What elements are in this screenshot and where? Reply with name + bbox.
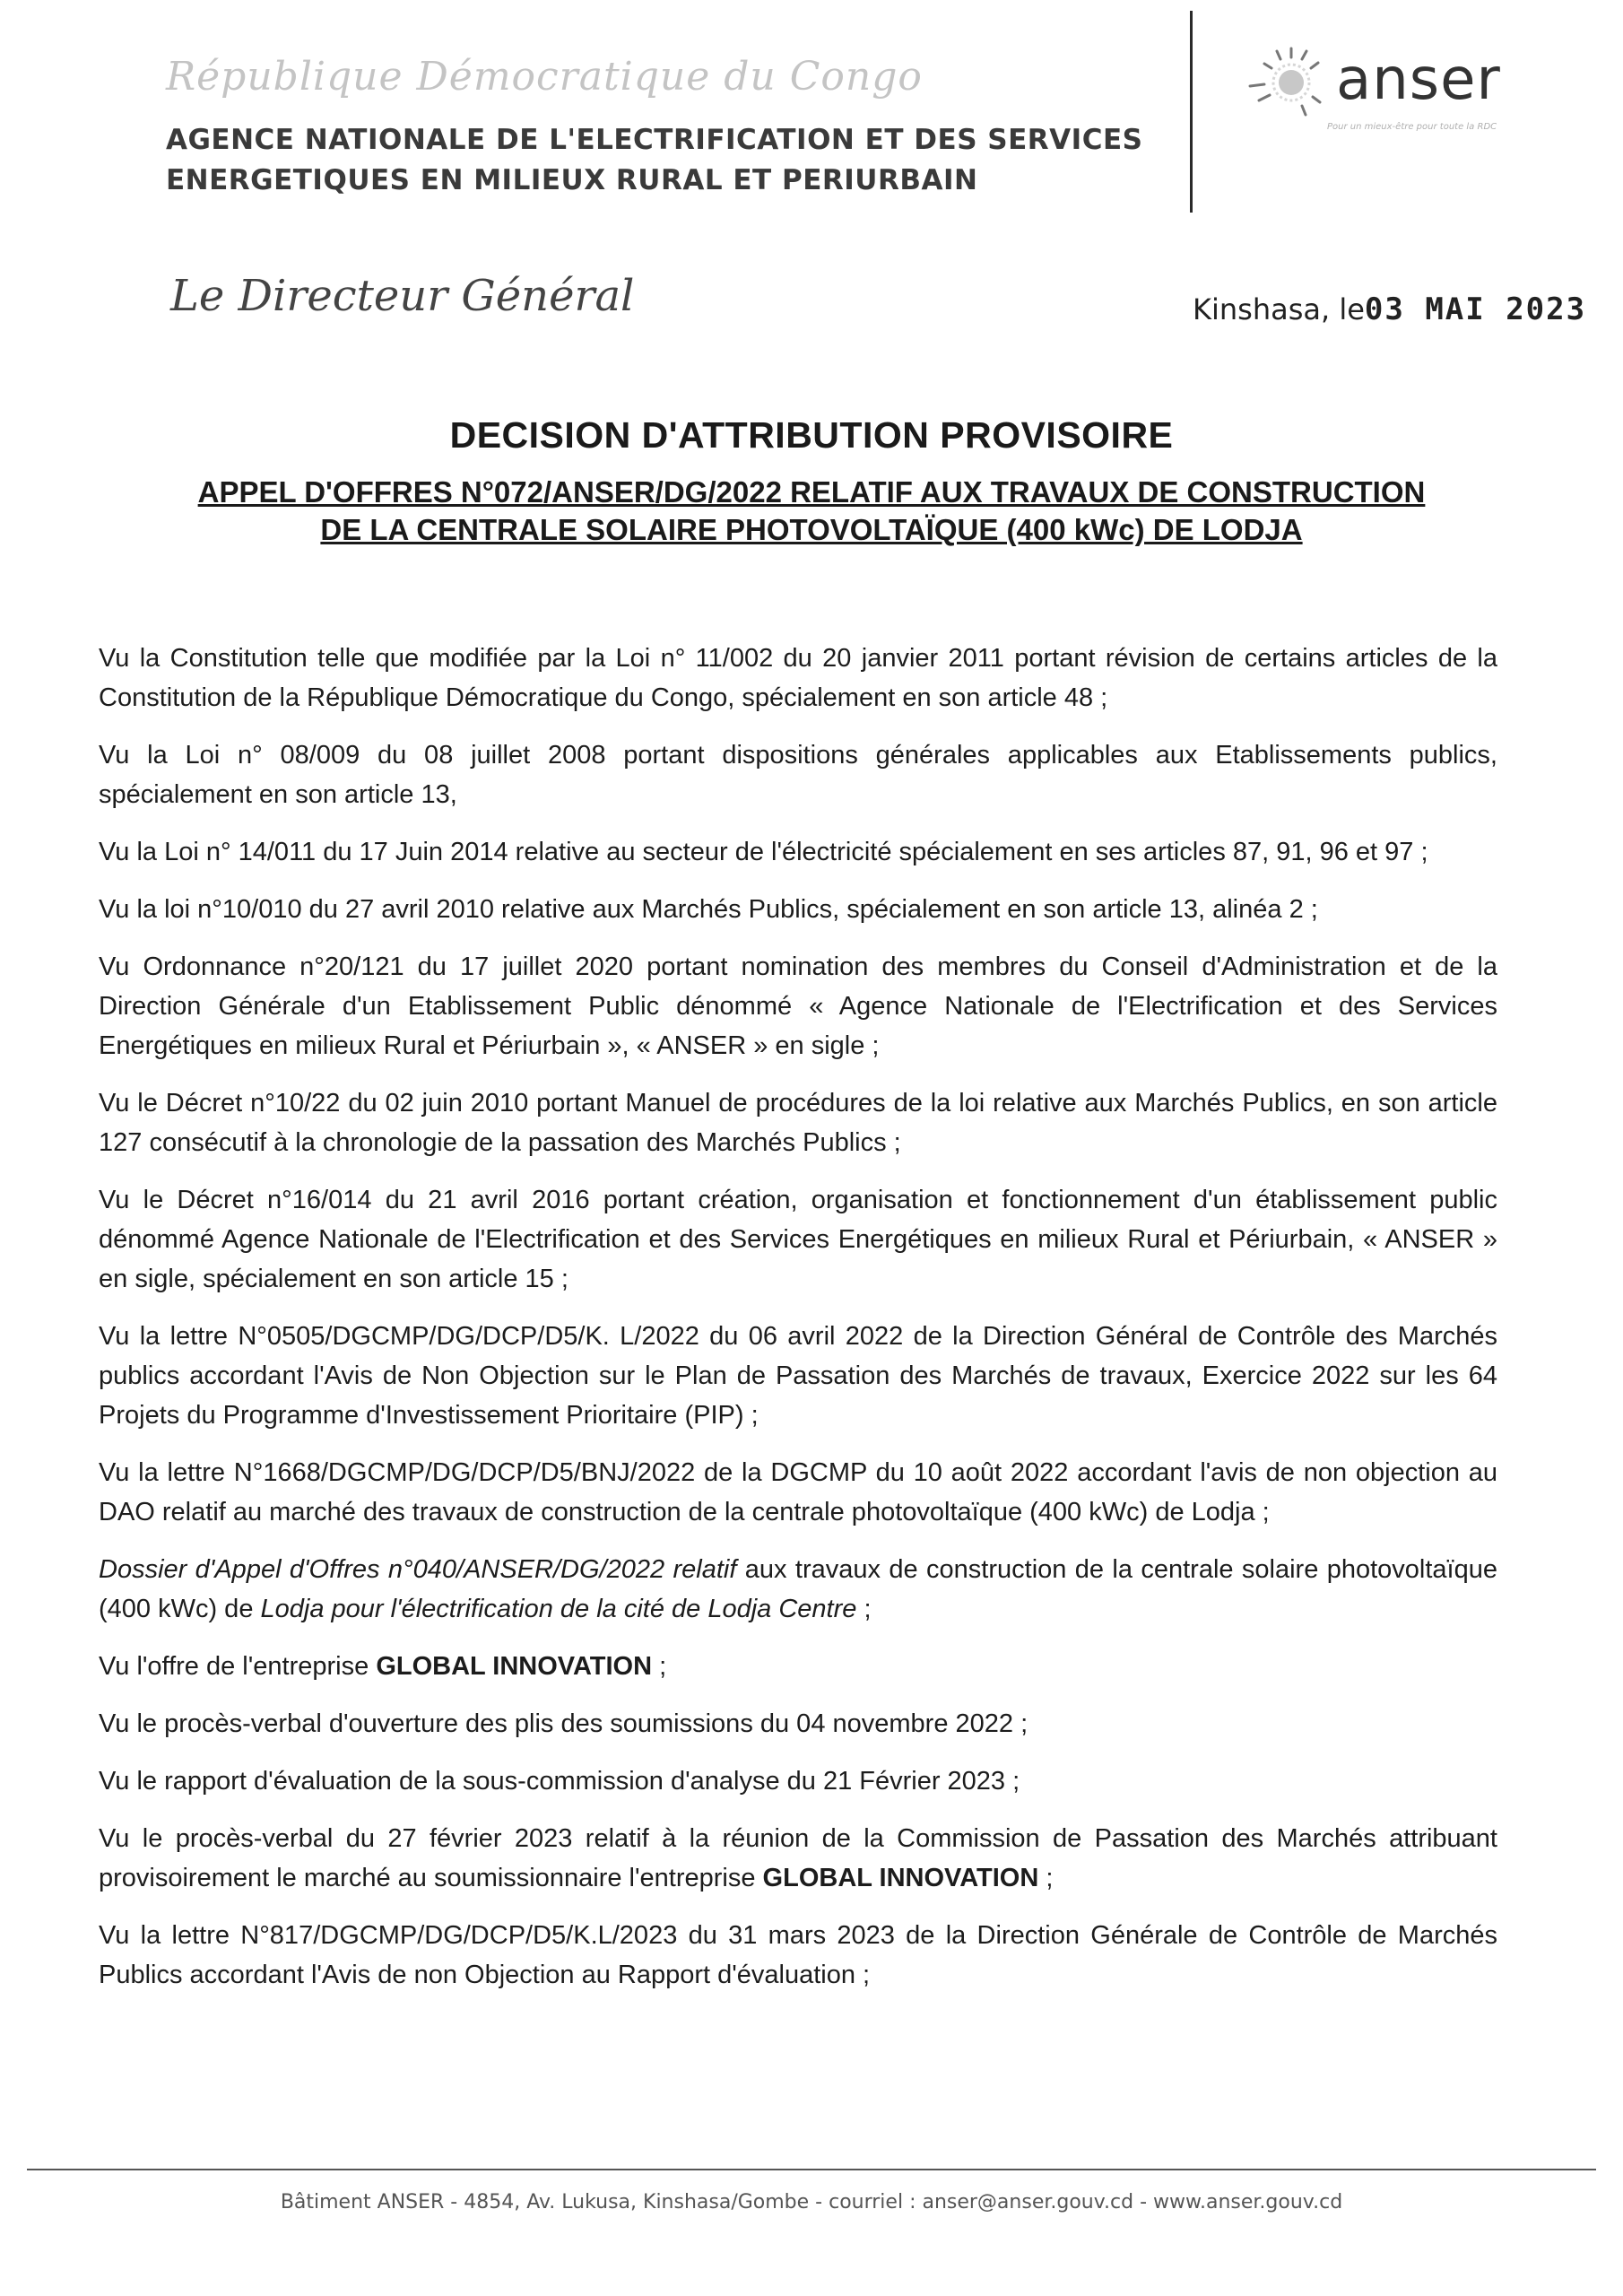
dossier-location: Lodja pour l'électrification de la cité de Lodja Centre (260, 1595, 857, 1623)
pv-company: GLOBAL INNOVATION (762, 1864, 1039, 1892)
agency-name-line2: ENERGETIQUES EN MILIEUX RURAL ET PERIURBAIN (166, 164, 978, 196)
recital-paragraph: Vu la loi n°10/010 du 27 avril 2010 relative aux Marchés Publics, spécialement en son article 13, alinéa 2 ; (99, 895, 1318, 924)
document-subtitle-line2: DE LA CENTRALE SOLAIRE PHOTOVOLTAÏQUE (400 kWc) DE LODJA (320, 513, 1303, 546)
pv-suffix: ; (1038, 1864, 1054, 1892)
logo-tagline: Pour un mieux-être pour toute la RDC (1327, 122, 1497, 132)
recital-offer (99, 1647, 1497, 1686)
recital-paragraph: Vu la lettre N°817/DGCMP/DG/DCP/D5/K.L/2023 du 31 mars 2023 de la Direction Générale de Contrôle de Marchés Publics accordant l'Avis de non Objection au Rapport d'évaluation ; (99, 1921, 1497, 1989)
recital-dossier (99, 1550, 1497, 1629)
dossier-reference: Dossier d'Appel d'Offres n°040/ANSER/DG/2022 relatif (99, 1555, 737, 1584)
footer-divider (27, 2169, 1596, 2170)
pv-prefix: Vu le procès-verbal du 27 février 2023 relatif à la réunion de la Commission de Passation des Marchés attribuant provisoirement le marché au soumissionnaire l'entreprise (99, 1824, 1497, 1892)
recital-paragraph: Vu la Loi n° 14/011 du 17 Juin 2014 relative au secteur de l'électricité spécialement en ses articles 87, 91, 96 et 97 ; (99, 838, 1428, 866)
republic-header: République Démocratique du Congo (166, 54, 923, 100)
offer-suffix: ; (652, 1652, 667, 1681)
recital-pv (99, 1819, 1497, 1898)
recital-paragraph: Vu le procès-verbal d'ouverture des plis des soumissions du 04 novembre 2022 ; (99, 1709, 1028, 1738)
offer-company: GLOBAL INNOVATION (376, 1652, 653, 1681)
header-divider (1190, 11, 1193, 213)
director-title: Le Directeur Général (170, 271, 635, 321)
recital-paragraph: Vu la Constitution telle que modifiée par la Loi n° 11/002 du 20 janvier 2011 portant révision de certains articles de la Constitution de la République Démocratique du Congo, spécialement en son article 48 ; (99, 644, 1497, 712)
recital-paragraph: Vu le rapport d'évaluation de la sous-commission d'analyse du 21 Février 2023 ; (99, 1767, 1020, 1796)
recital-paragraph: Vu la lettre N°0505/DGCMP/DG/DCP/D5/K. L/2022 du 06 avril 2022 de la Direction Général de Contrôle des Marchés publics accordant l'Avis de Non Objection sur le Plan de Passation des Marchés de travaux, Exercice 2022 sur les 64 Projets du Programme d'Investissement Prioritaire (PIP) ; (99, 1322, 1497, 1430)
recital-paragraph: Vu Ordonnance n°20/121 du 17 juillet 2020 portant nomination des membres du Conseil d'Administration et de la Direction Générale d'un Etablissement Public dénommé « Agence Nationale de l'Electrification et des Services Energétiques en milieux Rural et Périurbain », « ANSER » en sigle ; (99, 952, 1497, 1060)
document-subtitle-line1: APPEL D'OFFRES N°072/ANSER/DG/2022 RELATIF AUX TRAVAUX DE CONSTRUCTION (197, 475, 1426, 509)
place-date (1193, 291, 1586, 327)
dossier-text: aux travaux de construction de la centrale solaire photovoltaïque (400 kWc) de (99, 1555, 1497, 1623)
recital-paragraph: Vu le Décret n°10/22 du 02 juin 2010 portant Manuel de procédures de la loi relative aux Marchés Publics, en son article 127 consécutif à la chronologie de la passation des Marchés Publics ; (99, 1089, 1497, 1157)
document-title: DECISION D'ATTRIBUTION PROVISOIRE (449, 414, 1174, 456)
sunburst-icon (1237, 45, 1336, 135)
recital-paragraph: Vu la lettre N°1668/DGCMP/DG/DCP/D5/BNJ/2022 de la DGCMP du 10 août 2022 accordant l'avis de non objection au DAO relatif au marché des travaux de construction de la centrale photovoltaïque (400 kWc) de Lodja ; (99, 1458, 1497, 1526)
place-label: Kinshasa, le (1193, 292, 1365, 326)
date-stamp: 03 MAI 2023 (1364, 291, 1587, 327)
decision-body (99, 639, 1497, 1995)
logo-wordmark: anser (1336, 47, 1501, 113)
footer-address: Bâtiment ANSER - 4854, Av. Lukusa, Kinshasa/Gombe - courriel : anser@anser.gouv.cd - www.anser.gouv.cd (280, 2191, 1343, 2213)
offer-prefix: Vu l'offre de l'entreprise (99, 1652, 377, 1681)
anser-logo (1237, 45, 1551, 152)
recital-paragraph: Vu le Décret n°16/014 du 21 avril 2016 portant création, organisation et fonctionnement d'un établissement public dénommé Agence Nationale de l'Electrification et des Services Energétiques en milieux Rural et Périurbain, « ANSER » en sigle, spécialement en son article 15 ; (99, 1186, 1497, 1293)
dossier-end: ; (856, 1595, 872, 1623)
recital-paragraph: Vu la Loi n° 08/009 du 08 juillet 2008 portant dispositions générales applicables aux Etablissements publics, spécialement en son article 13, (99, 741, 1497, 809)
agency-name-line1: AGENCE NATIONALE DE L'ELECTRIFICATION ET DES SERVICES (166, 124, 1143, 156)
